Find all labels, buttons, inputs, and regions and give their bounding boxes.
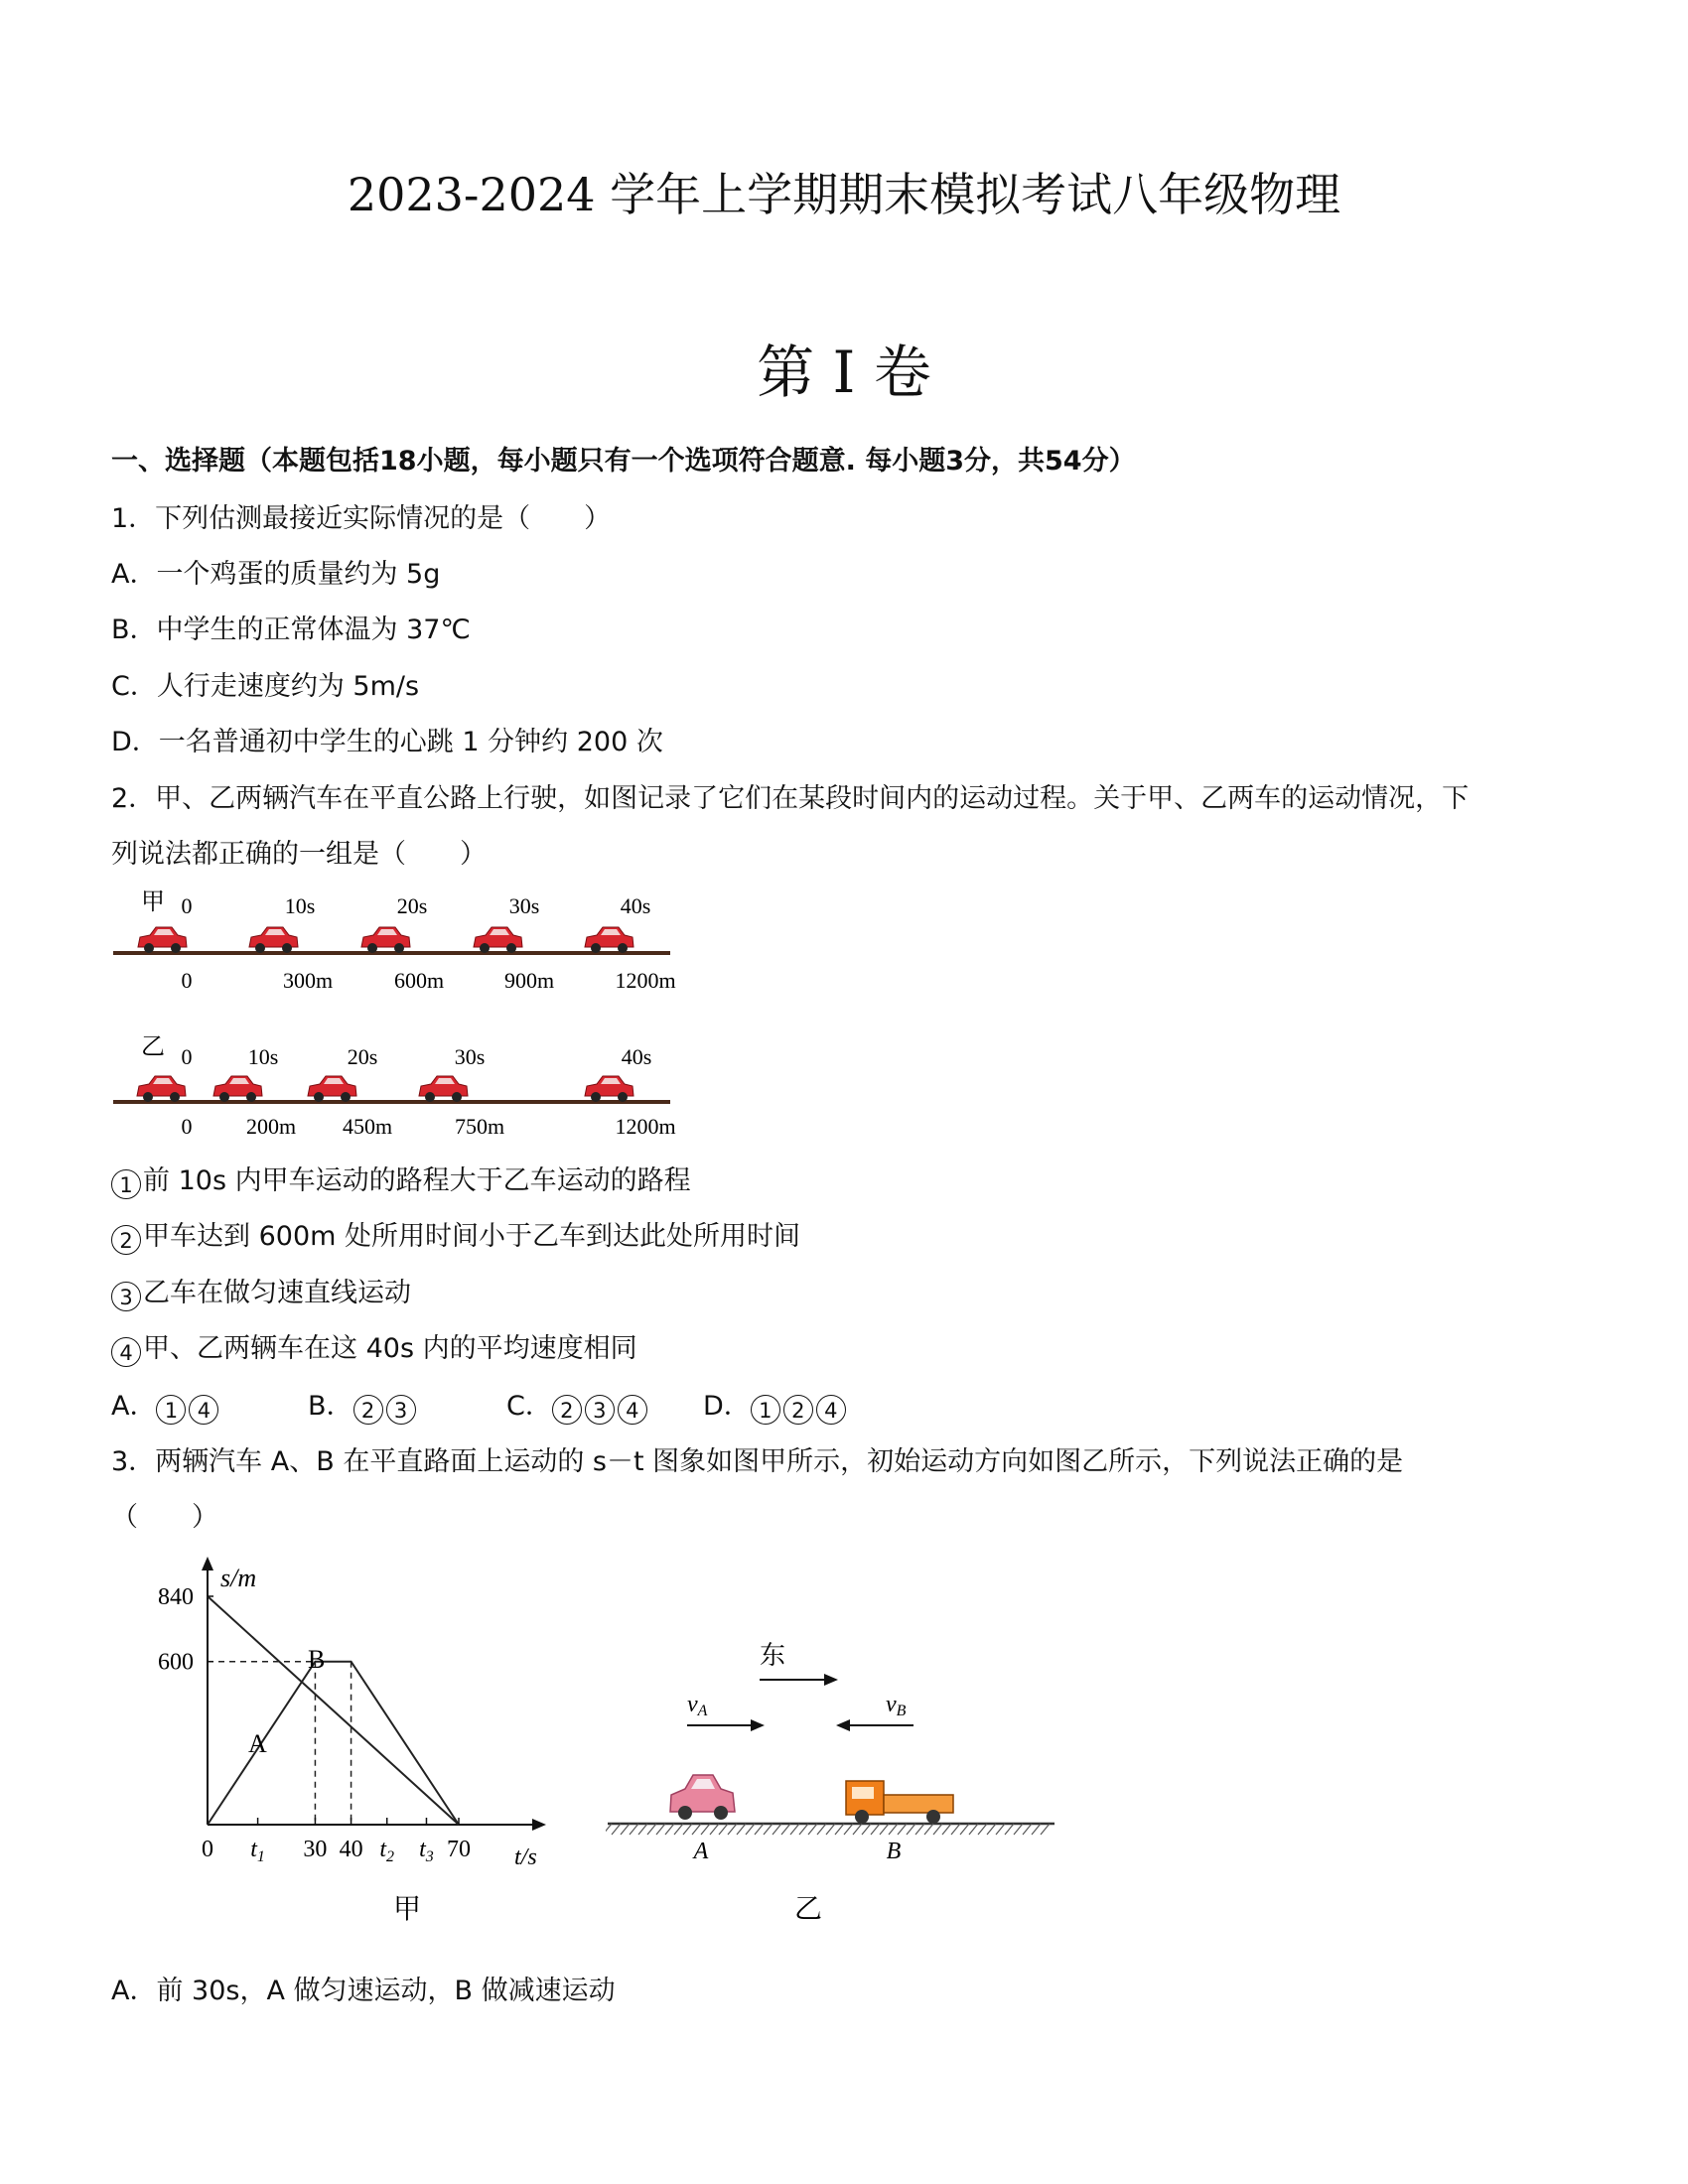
- hatch-stroke: [889, 1824, 898, 1835]
- q3-st-chart: [119, 1549, 576, 1926]
- circle-mark: 1: [156, 1395, 186, 1425]
- yi-dist-1: 200m: [245, 1114, 297, 1139]
- jia-dist-3: 900m: [503, 968, 555, 993]
- choice-letter: A．: [111, 1391, 157, 1422]
- q2-statement-1: [111, 1159, 691, 1199]
- hatch-stroke: [871, 1824, 880, 1835]
- ground-hatch: [606, 1824, 1050, 1835]
- jia-car-4: [585, 927, 633, 953]
- hatch-stroke: [656, 1824, 665, 1835]
- hatch-stroke: [728, 1824, 737, 1835]
- circle-mark: 2: [111, 1225, 141, 1255]
- circle-mark: 4: [111, 1337, 141, 1367]
- hatch-stroke: [826, 1824, 835, 1835]
- jia-car-3: [474, 927, 522, 953]
- va-arrowhead: [751, 1719, 765, 1731]
- chart-axes: [202, 1557, 546, 1831]
- circle-mark: 4: [189, 1395, 218, 1425]
- q1-option-a: A．一个鸡蛋的质量约为 5g: [111, 559, 441, 590]
- chart-guides: [208, 1662, 352, 1825]
- yi-dist-4: 1200m: [615, 1114, 676, 1139]
- yi-car-4: [585, 1076, 633, 1102]
- hatch-stroke: [674, 1824, 683, 1835]
- hatch-stroke: [817, 1824, 826, 1835]
- circle-mark: 2: [353, 1395, 383, 1425]
- hatch-stroke: [898, 1824, 907, 1835]
- section-heading: 一、选择题（本题包括18小题，每小题只有一个选项符合题意. 每小题3分，共54分）: [111, 446, 1136, 477]
- y-tick-label: 600: [158, 1649, 194, 1676]
- q1-option-d: D．一名普通初中学生的心跳 1 分钟约 200 次: [111, 727, 663, 757]
- y-axis-arrow: [202, 1557, 213, 1570]
- jia-label: 甲: [141, 889, 165, 915]
- choice-letter: D．: [703, 1391, 751, 1422]
- x-tick-label: 40: [339, 1837, 363, 1862]
- hatch-stroke: [755, 1824, 764, 1835]
- scene-caption: 乙: [793, 1894, 823, 1925]
- statement-text: 甲车达到 600m 处所用时间小于乙车到达此处所用时间: [143, 1221, 800, 1252]
- q2-car-figure: [99, 874, 695, 1152]
- hatch-stroke: [951, 1824, 960, 1835]
- yi-time-1: 10s: [247, 1044, 279, 1069]
- hatch-stroke: [638, 1824, 647, 1835]
- q2-statement-4: [111, 1326, 637, 1367]
- hatch-stroke: [969, 1824, 978, 1835]
- hatch-stroke: [737, 1824, 746, 1835]
- choice-letter: B．: [308, 1391, 353, 1422]
- jia-dist-1: 300m: [282, 968, 334, 993]
- hatch-stroke: [933, 1824, 942, 1835]
- hatch-stroke: [987, 1824, 996, 1835]
- q2-choice-a: [111, 1384, 221, 1425]
- hatch-stroke: [683, 1824, 692, 1835]
- x-tick-label: 70: [447, 1837, 471, 1862]
- jia-time-2: 20s: [396, 893, 428, 918]
- va-label: vA: [687, 1692, 708, 1719]
- car-a-label: A: [693, 1839, 709, 1864]
- hatch-stroke: [612, 1824, 621, 1835]
- hatch-stroke: [799, 1824, 808, 1835]
- hatch-stroke: [773, 1824, 781, 1835]
- circle-mark: 2: [552, 1395, 582, 1425]
- yi-dist-2: 450m: [342, 1114, 393, 1139]
- hatch-stroke: [960, 1824, 969, 1835]
- jia-car-1: [249, 927, 298, 953]
- x-tick-label: $t_1$: [250, 1837, 265, 1865]
- q1-option-c: C．人行走速度约为 5m/s: [111, 671, 420, 702]
- hatch-stroke: [1041, 1824, 1050, 1835]
- q1-stem: 1．下列估测最接近实际情况的是（ ）: [111, 503, 612, 534]
- x-tick-label: 0: [202, 1837, 213, 1862]
- hatch-stroke: [606, 1824, 612, 1835]
- circle-mark: 1: [751, 1395, 780, 1425]
- hatch-stroke: [844, 1824, 853, 1835]
- q3-stem-line2: （ ）: [111, 1502, 218, 1533]
- circle-mark: 3: [111, 1282, 141, 1311]
- q2-choice-c: [506, 1384, 650, 1425]
- q2-statement-2: [111, 1214, 800, 1255]
- q2-stem-line1: 2．甲、乙两辆汽车在平直公路上行驶，如图记录了它们在某段时间内的运动过程。关于甲、乙两车的运动情况，下: [111, 783, 1470, 814]
- q2-choice-b: [308, 1384, 419, 1425]
- circle-mark: 1: [111, 1169, 141, 1199]
- jia-time-0: 0: [181, 893, 193, 918]
- volume-title: 第 I 卷: [757, 339, 931, 406]
- x-axis-arrow: [532, 1819, 546, 1831]
- circle-mark: 3: [585, 1395, 615, 1425]
- circle-mark: 4: [816, 1395, 846, 1425]
- car-a: [670, 1775, 735, 1820]
- hatch-stroke: [1023, 1824, 1032, 1835]
- hatch-stroke: [781, 1824, 790, 1835]
- q1-option-b: B．中学生的正常体温为 37℃: [111, 614, 471, 645]
- q3-option-a: A．前 30s，A 做匀速运动，B 做减速运动: [111, 1976, 616, 2006]
- yi-time-3: 30s: [454, 1044, 486, 1069]
- hatch-stroke: [942, 1824, 951, 1835]
- q2-stem-line2: 列说法都正确的一组是（ ）: [111, 839, 487, 870]
- hatch-stroke: [862, 1824, 871, 1835]
- statement-text: 甲、乙两辆车在这 40s 内的平均速度相同: [143, 1333, 637, 1364]
- yi-car-2: [308, 1076, 356, 1102]
- y-axis-label: s/m: [220, 1564, 257, 1592]
- yi-car-1: [213, 1076, 262, 1102]
- hatch-stroke: [719, 1824, 728, 1835]
- series-line-b: [208, 1596, 459, 1825]
- jia-dist-2: 600m: [393, 968, 445, 993]
- jia-time-1: 10s: [284, 893, 316, 918]
- choice-letter: C．: [506, 1391, 552, 1422]
- jia-car-0: [138, 927, 187, 953]
- jia-time-3: 30s: [508, 893, 540, 918]
- hatch-stroke: [907, 1824, 915, 1835]
- q2-statement-3: [111, 1271, 411, 1311]
- yi-dist-0: 0: [181, 1114, 193, 1139]
- circle-mark: 2: [783, 1395, 813, 1425]
- hatch-stroke: [746, 1824, 755, 1835]
- y-tick-label: 840: [158, 1584, 194, 1610]
- hatch-stroke: [764, 1824, 773, 1835]
- jia-dist-0: 0: [181, 968, 193, 993]
- vb-arrowhead: [836, 1719, 850, 1731]
- statement-text: 前 10s 内甲车运动的路程大于乙车运动的路程: [143, 1165, 691, 1196]
- x-tick-label: $t_3$: [419, 1837, 434, 1865]
- hatch-stroke: [880, 1824, 889, 1835]
- hatch-stroke: [835, 1824, 844, 1835]
- hatch-stroke: [692, 1824, 701, 1835]
- exam-title: 2023-2024 学年上学期期末模拟考试八年级物理: [347, 168, 1341, 221]
- hatch-stroke: [808, 1824, 817, 1835]
- x-axis-label: t/s: [514, 1844, 537, 1870]
- hatch-stroke: [647, 1824, 656, 1835]
- yi-time-4: 40s: [621, 1044, 652, 1069]
- yi-time-2: 20s: [347, 1044, 378, 1069]
- yi-time-0: 0: [181, 1044, 193, 1069]
- hatch-stroke: [1014, 1824, 1023, 1835]
- x-tick-label: 30: [303, 1837, 328, 1862]
- hatch-stroke: [853, 1824, 862, 1835]
- jia-car-2: [361, 927, 410, 953]
- circle-mark: 3: [386, 1395, 416, 1425]
- x-tick-label: $t_2$: [379, 1837, 395, 1865]
- statement-text: 乙车在做匀速直线运动: [143, 1278, 411, 1308]
- hatch-stroke: [790, 1824, 799, 1835]
- jia-time-4: 40s: [620, 893, 651, 918]
- hatch-stroke: [915, 1824, 924, 1835]
- direction-label: 东: [759, 1641, 786, 1670]
- chart-caption: 甲: [392, 1894, 422, 1925]
- direction-arrowhead: [824, 1674, 838, 1686]
- chart-ticks: [158, 1584, 471, 1865]
- yi-car-3: [419, 1076, 468, 1102]
- jia-dist-4: 1200m: [615, 968, 676, 993]
- series-a-label: A: [248, 1729, 267, 1758]
- chart-series: [208, 1596, 459, 1825]
- hatch-stroke: [621, 1824, 630, 1835]
- yi-dist-3: 750m: [454, 1114, 505, 1139]
- q3-scene: [606, 1628, 1062, 1926]
- hatch-stroke: [701, 1824, 710, 1835]
- series-b-label: B: [308, 1645, 326, 1674]
- hatch-stroke: [665, 1824, 674, 1835]
- truck-b: [846, 1781, 953, 1824]
- hatch-stroke: [630, 1824, 638, 1835]
- q3-stem-line1: 3．两辆汽车 A、B 在平直路面上运动的 s－t 图象如图甲所示，初始运动方向如图乙所示，下列说法正确的是: [111, 1446, 1404, 1477]
- hatch-stroke: [1005, 1824, 1014, 1835]
- circle-mark: 4: [618, 1395, 647, 1425]
- q2-choice-d: [703, 1384, 849, 1425]
- series-line-a: [208, 1662, 459, 1825]
- hatch-stroke: [924, 1824, 933, 1835]
- hatch-stroke: [710, 1824, 719, 1835]
- yi-label: 乙: [141, 1034, 165, 1060]
- yi-car-0: [137, 1076, 186, 1102]
- hatch-stroke: [978, 1824, 987, 1835]
- vb-label: vB: [886, 1692, 907, 1719]
- car-b-label: B: [886, 1839, 902, 1864]
- hatch-stroke: [1032, 1824, 1041, 1835]
- hatch-stroke: [996, 1824, 1005, 1835]
